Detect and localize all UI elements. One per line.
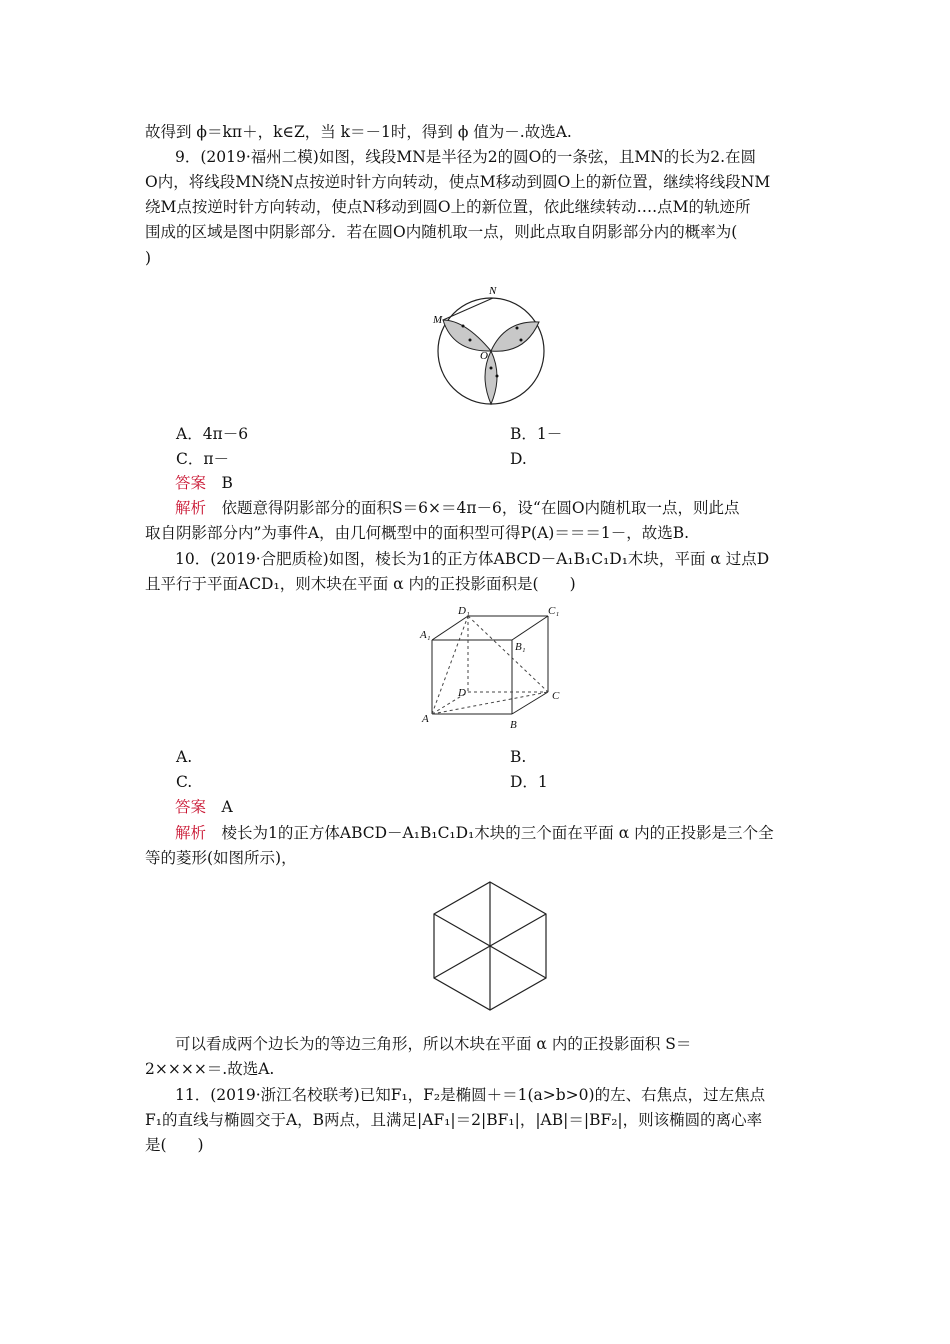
q9-line-5: ) [145,249,152,267]
q9-answer [175,472,233,494]
q10-after-line-2: 2××××＝.故选A. [145,1060,275,1078]
dot-1 [469,339,472,342]
dot-4 [520,339,523,342]
q9-line-4: 围成的区域是图中阴影部分．若在圆O内随机取一点，则此点取自阴影部分内的概率为( [145,223,738,241]
q10-option-c: C. [176,773,193,791]
dot-2 [462,325,465,328]
q9-line-2: O内，将线段MN绕N点按逆时针方向转动，使点M移动到圆O上的新位置，继续将线段NM [145,173,771,191]
analysis-label: 解析 [175,499,207,517]
q9-option-b: B．1－ [510,425,563,443]
q10-option-b: B. [510,748,527,766]
q9-option-c: C．π－ [176,450,230,468]
answer-label: 答案 [175,798,207,816]
q10-option-d: D．1 [510,773,548,791]
q10-answer [175,796,233,818]
answer-value: A [221,798,233,816]
label-d: D [458,687,466,699]
label-o: O [480,350,488,362]
analysis-text: 依题意得阴影部分的面积S＝6×＝4π－6，设“在圆O内随机取一点，则此点 [221,499,740,517]
dot-6 [496,375,499,378]
label-b: B [510,719,517,731]
label-m: M [433,314,443,326]
q11-line-2: F₁的直线与椭圆交于A，B两点，且满足|AF₁|＝2|BF₁|，|AB|＝|BF₂|，则该椭圆的离心率 [145,1111,763,1129]
q9-figure-circle [425,280,565,410]
q10-line-1: 10．(2019·合肥质检)如图，棱长为1的正方体ABCD－A₁B₁C₁D₁木块，平面 α 过点D [175,550,770,568]
q10-option-a: A. [176,748,193,766]
q11-line-3: 是( ) [145,1136,204,1154]
label-a1: A₁ [420,629,431,641]
analysis-label: 解析 [175,824,207,842]
label-c: C [552,690,560,702]
analysis-text: 棱长为1的正方体ABCD－A₁B₁C₁D₁木块的三个面在平面 α 内的正投影是三个全 [221,824,774,842]
q9-option-d: D. [510,450,527,468]
q9-analysis-line-1 [175,497,740,519]
q9-line-3: 绕M点按逆时针方向转动，使点N移动到圆O上的新位置，依此继续转动….点M的轨迹所 [145,198,751,216]
q9-option-a: A．4π－6 [176,425,249,443]
segment-mn [443,298,493,320]
answer-value: B [221,474,233,492]
q10-after-line-1: 可以看成两个边长为的等边三角形，所以木块在平面 α 内的正投影面积 S＝ [175,1035,692,1053]
q9-line-1: 9．(2019·福州二模)如图，线段MN是半径为2的圆O的一条弦，且MN的长为2.在圆 [175,148,757,166]
answer-label: 答案 [175,474,207,492]
label-n: N [489,285,497,297]
label-c1: C₁ [548,605,560,617]
q11-line-1: 11．(2019·浙江名校联考)已知F₁，F₂是椭圆＋＝1(a>b>0)的左、右焦点，过左焦点 [175,1086,766,1104]
dot-3 [516,327,519,330]
q10-analysis-line-1 [175,822,774,844]
dot-5 [490,367,493,370]
q9-analysis-line-2: 取自阴影部分内”为事件A，由几何概型中的面积型可得P(A)＝＝＝1－，故选B. [145,524,690,542]
q10-figure-cube [418,604,578,732]
q10-line-2: 且平行于平面ACD₁，则木块在平面 α 内的正投影面积是( ) [145,575,576,593]
shaded-leaf-right [491,322,539,351]
label-b1: B₁ [515,641,526,653]
intro-line: 故得到 ϕ＝kπ＋，k∈Z，当 k＝－1时，得到 ϕ 值为－.故选A. [145,123,572,141]
q10-hexagon-figure [430,878,550,1013]
label-d1: D₁ [458,605,470,617]
shaded-leaf-left [443,320,491,351]
label-a: A [422,713,429,725]
q10-analysis-line-2: 等的菱形(如图所示)， [145,849,297,867]
